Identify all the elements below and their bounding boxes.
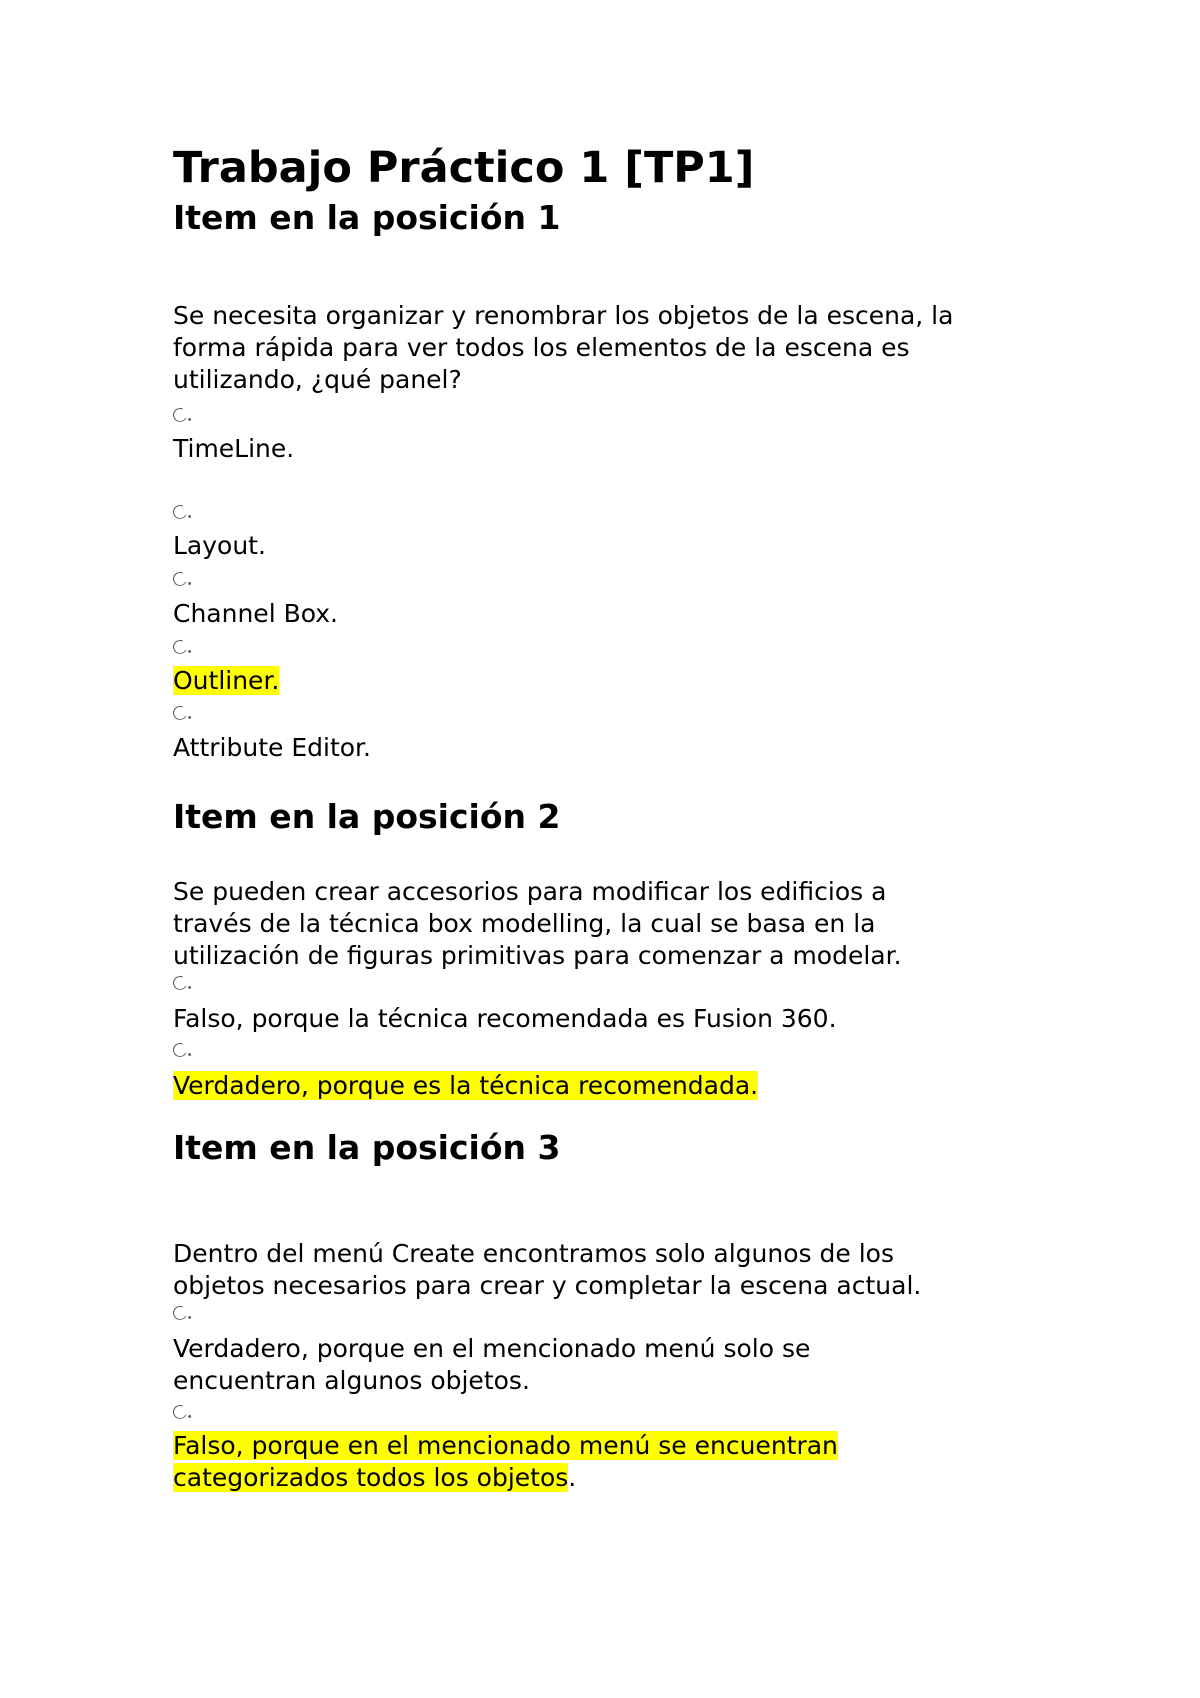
option-label: Channel Box.: [173, 599, 339, 628]
item-1-option-4-correct[interactable]: [173, 665, 279, 697]
option-label: TimeLine.: [173, 434, 295, 463]
radio-button-icon[interactable]: [171, 1304, 189, 1322]
radio-button-icon[interactable]: [171, 503, 189, 521]
document-title: Trabajo Práctico 1 [TP1]: [173, 143, 755, 193]
option-label: Verdadero, porque en el mencionado menú solo se: [173, 1334, 811, 1363]
question-line: Se necesita organizar y renombrar los objetos de la escena, la: [173, 301, 954, 330]
highlighted-answer: Outliner.: [173, 666, 280, 695]
option-label: encuentran algunos objetos.: [173, 1366, 530, 1395]
radio-button-icon[interactable]: [171, 638, 189, 656]
question-line: utilizando, ¿qué panel?: [173, 365, 462, 394]
item-3-heading: Item en la posición 3: [173, 1128, 561, 1167]
item-3-question: [173, 1238, 1053, 1302]
option-label: Falso, porque la técnica recomendada es Fusion 360.: [173, 1004, 837, 1033]
radio-button-icon[interactable]: [171, 1403, 189, 1421]
question-line: objetos necesarios para crear y completar la escena actual.: [173, 1271, 922, 1300]
question-line: través de la técnica box modelling, la cual se basa en la: [173, 909, 876, 938]
highlighted-answer: Falso, porque en el mencionado menú se encuentran: [173, 1431, 838, 1460]
radio-button-icon[interactable]: [171, 570, 189, 588]
highlighted-answer: categorizados todos los objetos: [173, 1463, 569, 1492]
radio-button-icon[interactable]: [171, 704, 189, 722]
item-2-option-2-correct[interactable]: [173, 1070, 758, 1102]
item-1-option-3[interactable]: [173, 598, 338, 630]
item-1-option-1[interactable]: [173, 433, 294, 465]
item-3-option-2-correct[interactable]: [173, 1430, 838, 1494]
trailing-period: .: [568, 1463, 577, 1492]
radio-button-icon[interactable]: [171, 406, 189, 424]
item-2-heading: Item en la posición 2: [173, 797, 561, 836]
option-label: Layout.: [173, 531, 266, 560]
option-label: [173, 665, 279, 697]
option-label: Attribute Editor.: [173, 733, 371, 762]
question-line: utilización de figuras primitivas para comenzar a modelar.: [173, 941, 902, 970]
item-1-option-5[interactable]: [173, 732, 371, 764]
question-line: forma rápida para ver todos los elementos de la escena es: [173, 333, 910, 362]
item-2-option-1[interactable]: [173, 1003, 837, 1035]
item-1-heading: Item en la posición 1: [173, 198, 561, 237]
option-label: [173, 1070, 758, 1102]
option-label: [173, 1462, 838, 1494]
item-2-question: [173, 876, 1053, 972]
item-1-option-2[interactable]: [173, 530, 266, 562]
question-line: Se pueden crear accesorios para modificar los edificios a: [173, 877, 887, 906]
item-1-question: [173, 300, 1053, 396]
highlighted-answer: Verdadero, porque es la técnica recomendada.: [173, 1071, 759, 1100]
option-label: [173, 1430, 838, 1462]
question-line: Dentro del menú Create encontramos solo algunos de los: [173, 1239, 894, 1268]
item-3-option-1[interactable]: [173, 1333, 810, 1397]
radio-button-icon[interactable]: [171, 974, 189, 992]
radio-button-icon[interactable]: [171, 1041, 189, 1059]
